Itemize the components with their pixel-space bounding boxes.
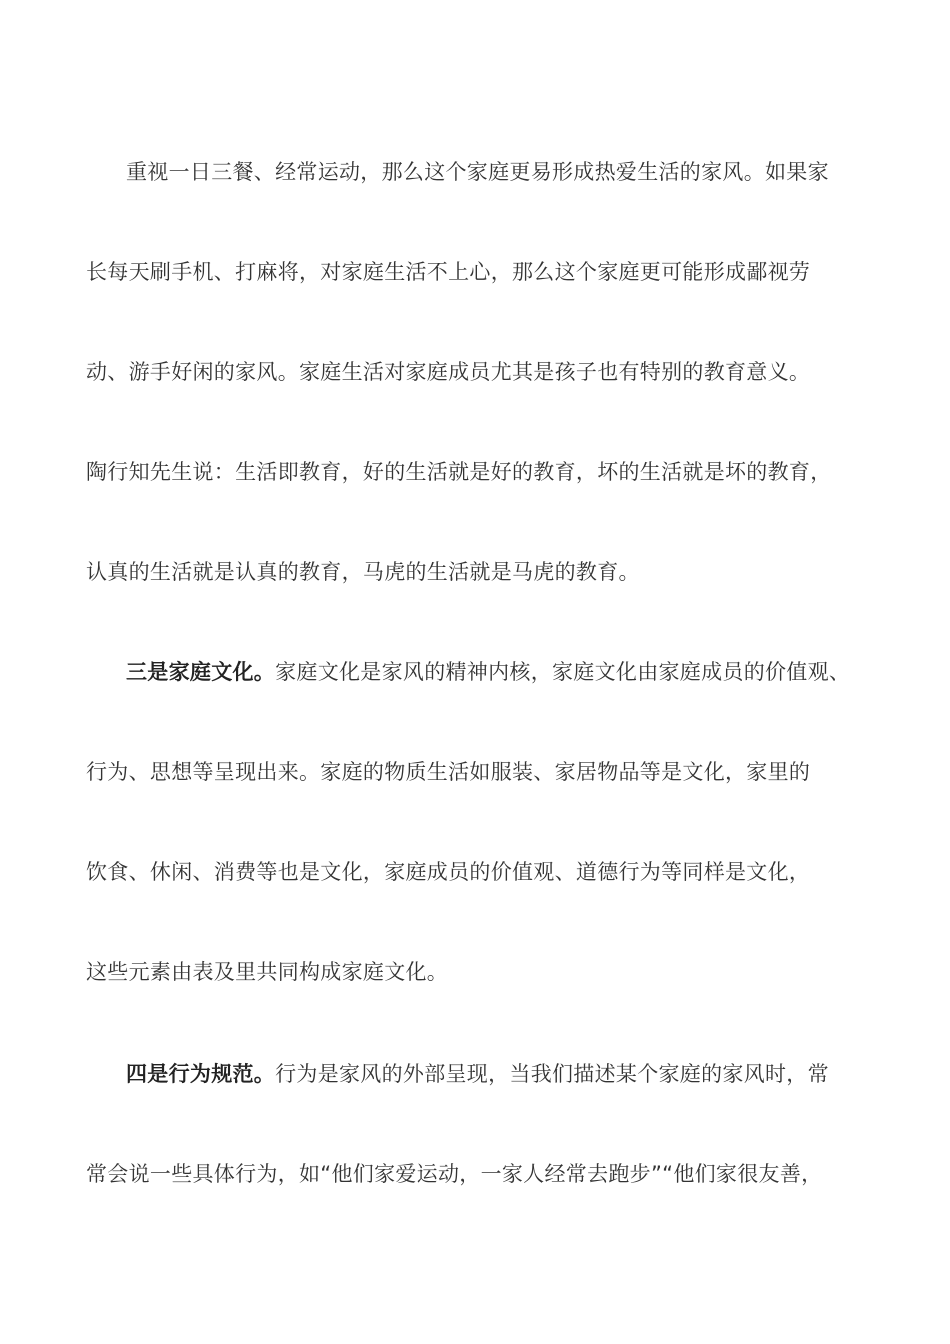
paragraph-3-line-2: 常会说一些具体行为，如“他们家爱运动，一家人经常去跑步”“他们家很友善， bbox=[86, 1162, 823, 1186]
paragraph-1-line-3: 动、游手好闲的家风。家庭生活对家庭成员尤其是孩子也有特别的教育意义。 bbox=[86, 360, 811, 384]
paragraph-3-line-1 bbox=[126, 1060, 926, 1088]
paragraph-2-line-1-text: 家庭文化是家风的精神内核，家庭文化由家庭成员的价值观、 bbox=[275, 660, 851, 684]
paragraph-2-line-2: 行为、思想等呈现出来。家庭的物质生活如服装、家居物品等是文化，家里的 bbox=[86, 760, 811, 784]
paragraph-2-line-1 bbox=[126, 658, 926, 686]
paragraph-2-line-3: 饮食、休闲、消费等也是文化，家庭成员的价值观、道德行为等同样是文化， bbox=[86, 860, 811, 884]
paragraph-1-line-1: 重视一日三餐、经常运动，那么这个家庭更易形成热爱生活的家风。如果家 bbox=[126, 160, 829, 184]
paragraph-3-heading: 四是行为规范。 bbox=[126, 1062, 276, 1086]
paragraph-1-line-4: 陶行知先生说：生活即教育，好的生活就是好的教育，坏的生活就是坏的教育， bbox=[86, 460, 832, 484]
paragraph-2-line-4: 这些元素由表及里共同构成家庭文化。 bbox=[86, 960, 449, 984]
paragraph-1-line-5: 认真的生活就是认真的教育，马虎的生活就是马虎的教育。 bbox=[86, 560, 640, 584]
paragraph-3-line-1-text: 行为是家风的外部呈现，当我们描述某个家庭的家风时，常 bbox=[275, 1062, 829, 1086]
paragraph-2-heading: 三是家庭文化。 bbox=[126, 660, 276, 684]
paragraph-1-line-2: 长每天刷手机、打麻将，对家庭生活不上心，那么这个家庭更可能形成鄙视劳 bbox=[86, 260, 811, 284]
